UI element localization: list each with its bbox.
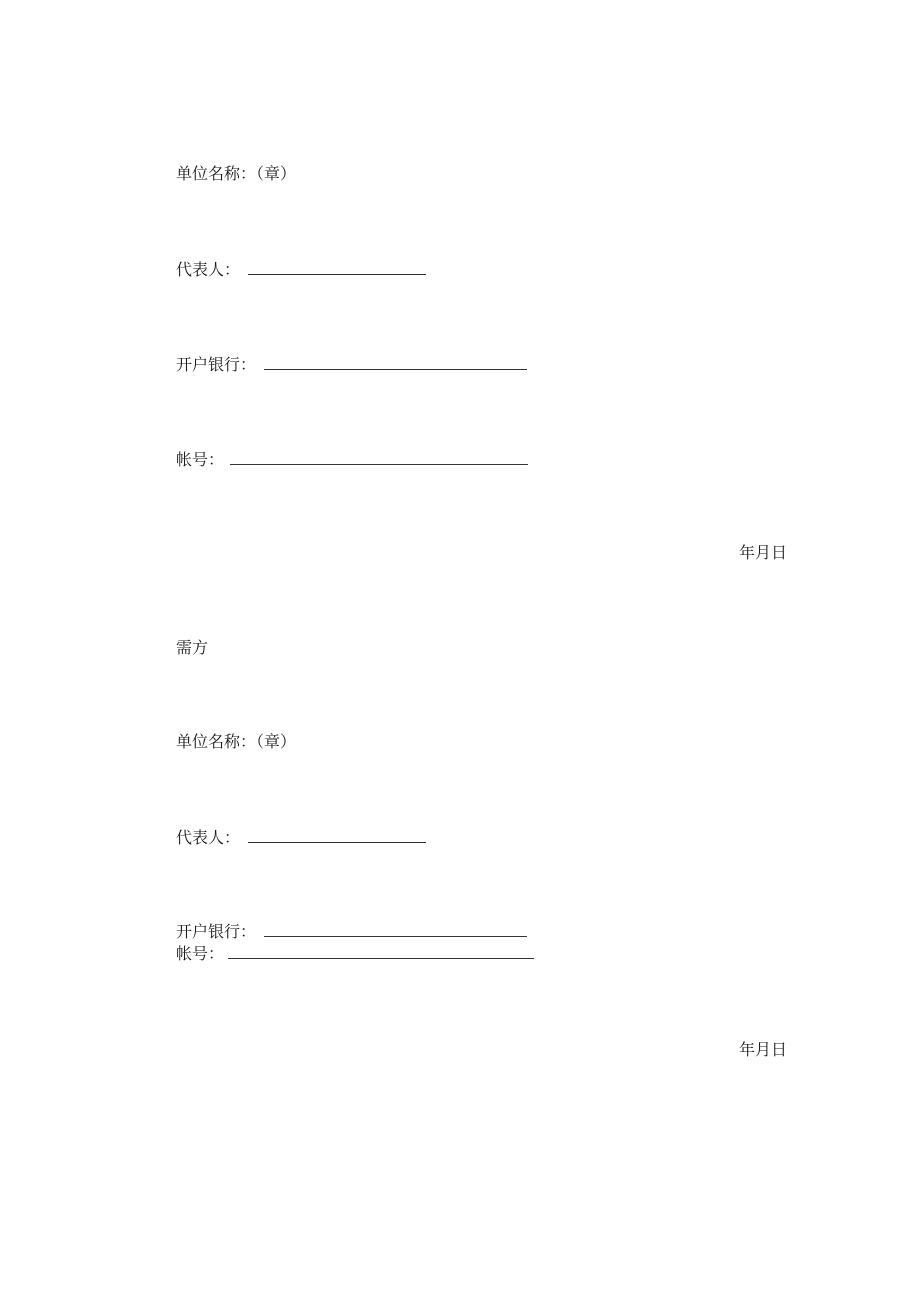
- supplier-bank-line: [176, 355, 527, 375]
- supplier-bank-label: 开户银行：: [176, 355, 257, 374]
- buyer-bank-line: [176, 922, 527, 942]
- buyer-section-title: 需方: [176, 638, 209, 657]
- supplier-account-label: 帐号：: [176, 450, 225, 469]
- buyer-account-label: 帐号：: [176, 944, 225, 963]
- supplier-unit-name-label: 单位名称：（章）: [176, 164, 297, 183]
- buyer-bank-label: 开户银行：: [176, 922, 257, 941]
- supplier-unit-name-line: [176, 164, 296, 184]
- buyer-bank-blank: [264, 922, 527, 937]
- buyer-representative-label: 代表人：: [176, 828, 241, 847]
- supplier-account-line: [176, 450, 528, 470]
- buyer-representative-line: [176, 828, 426, 848]
- buyer-section-title-line: [176, 638, 208, 658]
- supplier-bank-blank: [264, 355, 527, 370]
- supplier-date: 年月日: [739, 543, 788, 562]
- supplier-account-blank: [230, 450, 528, 465]
- buyer-representative-blank: [248, 828, 426, 843]
- buyer-account-blank: [228, 944, 534, 959]
- supplier-representative-line: [176, 260, 426, 280]
- buyer-account-line: [176, 944, 534, 964]
- buyer-unit-name-line: [176, 732, 296, 752]
- buyer-unit-name-label: 单位名称：（章）: [176, 732, 297, 751]
- supplier-representative-label: 代表人：: [176, 260, 241, 279]
- supplier-representative-blank: [248, 260, 426, 275]
- buyer-date: 年月日: [739, 1040, 788, 1059]
